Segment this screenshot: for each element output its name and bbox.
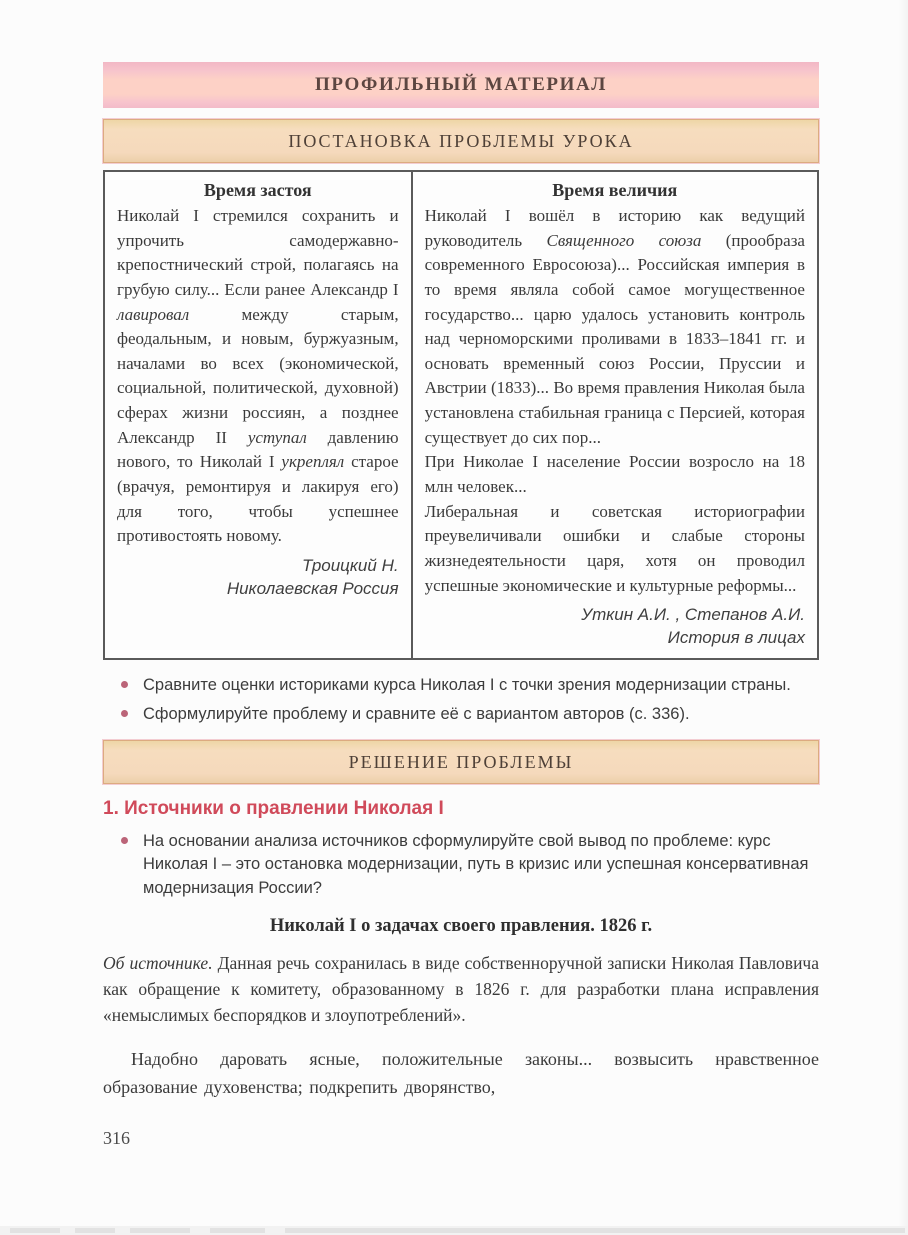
stagnation-attribution: [117, 555, 399, 601]
section-bullet-list: [117, 830, 819, 899]
greatness-paragraph-historiography: Либеральная и советская историографии преувеличивали ошибки и слабые стороны жизнедеятельности царя, хотя он проводил успешные экономические и культурные реформы...: [424, 501, 805, 595]
attribution-author: Троицкий Н.: [302, 555, 399, 575]
text-segment-italic: укреплял: [281, 452, 345, 472]
text-segment: между старым, феодальным, и новым, буржуазным, началами во всех (экономической, социальной, политической, духовной) сферах жизни россиян, а позднее Александр II: [117, 304, 399, 447]
text-segment-italic: уступал: [247, 427, 307, 447]
attribution-work: История в лицах: [667, 628, 805, 648]
text-segment: (прообраза современного Евросоюза)... Российская империя в то время являла собой самое могущественное государство... царю удалось установить контроль над черноморскими проливами в 1833–1841 гг. и основать временный союз России, Пруссии и Австрии (1833)... Во время правления Николая была установлена стабильная граница с Персией, которая существует до сих пор...: [424, 230, 805, 447]
historians-comparison-table: [103, 170, 819, 660]
stagnation-column: [105, 172, 413, 658]
greatness-column-title: Время величия: [552, 180, 678, 200]
problem-solution-label: РЕШЕНИЕ ПРОБЛЕМЫ: [348, 751, 574, 772]
scan-artifact: [285, 1228, 905, 1233]
stagnation-column-title: Время застоя: [203, 180, 312, 200]
problem-setup-banner: [103, 119, 819, 163]
task-bullet-list: [117, 674, 819, 726]
text-segment: давлению нового, то Николай I: [117, 427, 399, 472]
text-segment: Николай I вошёл в историю как ведущий руководитель: [424, 206, 805, 250]
document-source-note: [103, 950, 819, 1029]
greatness-paragraph-population: При Николае I население России возросло на 18 млн человек...: [424, 452, 805, 497]
scan-artifact: [75, 1228, 115, 1233]
greatness-column: [413, 172, 817, 658]
scan-edge-bottom: [0, 1226, 908, 1235]
section-bullet-conclusion: [117, 830, 819, 899]
section-heading-sources: 1. Источники о правлении Николая I: [103, 798, 444, 820]
scan-artifact: [210, 1228, 265, 1233]
task-bullet-text: Сравните оценки историками курса Николая I с точки зрения модернизации страны.: [143, 676, 791, 695]
scan-edge-right: [898, 0, 908, 1235]
text-segment-italic: Священного союза: [546, 230, 702, 250]
task-bullet-text: Сформулируйте проблему и сравните её с вариантом авторов (с. 336).: [143, 705, 690, 724]
text-segment: старое (врачуя, ремонтируя и лакируя его) для того, чтобы успешнее противостоять новому.: [117, 452, 399, 546]
scan-artifact: [130, 1228, 190, 1233]
document-title: Николай I о задачах своего правления. 1826 г.: [269, 915, 653, 936]
text-segment: Николай I стремился сохранить и упрочить самодержавно-крепостнический строй, полагаясь на грубую силу... Если ранее Александр I: [117, 206, 399, 299]
bullet-dot-icon: [121, 710, 128, 717]
bullet-dot-icon: [121, 681, 128, 688]
profile-material-label: ПРОФИЛЬНЫЙ МАТЕРИАЛ: [314, 74, 608, 95]
text-segment-italic: лавировал: [117, 304, 190, 324]
problem-setup-label: ПОСТАНОВКА ПРОБЛЕМЫ УРОКА: [288, 130, 634, 151]
section-bullet-text: На основании анализа источников сформулируйте свой вывод по проблеме: курс Николая I – это остановка модернизации, путь в кризис или успешная консервативная модернизация России?: [143, 832, 809, 897]
problem-solution-banner: [103, 740, 819, 784]
page-number: 316: [103, 1128, 130, 1149]
attribution-authors: Уткин А.И. , Степанов А.И.: [581, 605, 805, 625]
attribution-work: Николаевская Россия: [226, 578, 399, 598]
profile-material-banner: [103, 62, 819, 108]
scan-artifact: [10, 1228, 60, 1233]
page-content: [103, 62, 819, 1149]
source-note-lead: Об источнике.: [103, 952, 213, 973]
greatness-column-text: [425, 204, 805, 598]
greatness-attribution: [425, 604, 805, 650]
source-note-body: Данная речь сохранилась в виде собственноручной записки Николая Павловича как обращение к комитету, образованному в 1826 г. для разработки плана исправления «немыслимых беспорядков и злоупотреблений».: [103, 952, 819, 1026]
stagnation-column-text: [117, 204, 399, 549]
task-bullet-formulate: [117, 703, 819, 726]
document-excerpt: Надобно даровать ясные, положительные законы... возвысить нравственное образование духовенства; подкрепить дворянство,: [103, 1049, 819, 1098]
task-bullet-compare: [117, 674, 819, 697]
bullet-dot-icon: [121, 837, 128, 844]
